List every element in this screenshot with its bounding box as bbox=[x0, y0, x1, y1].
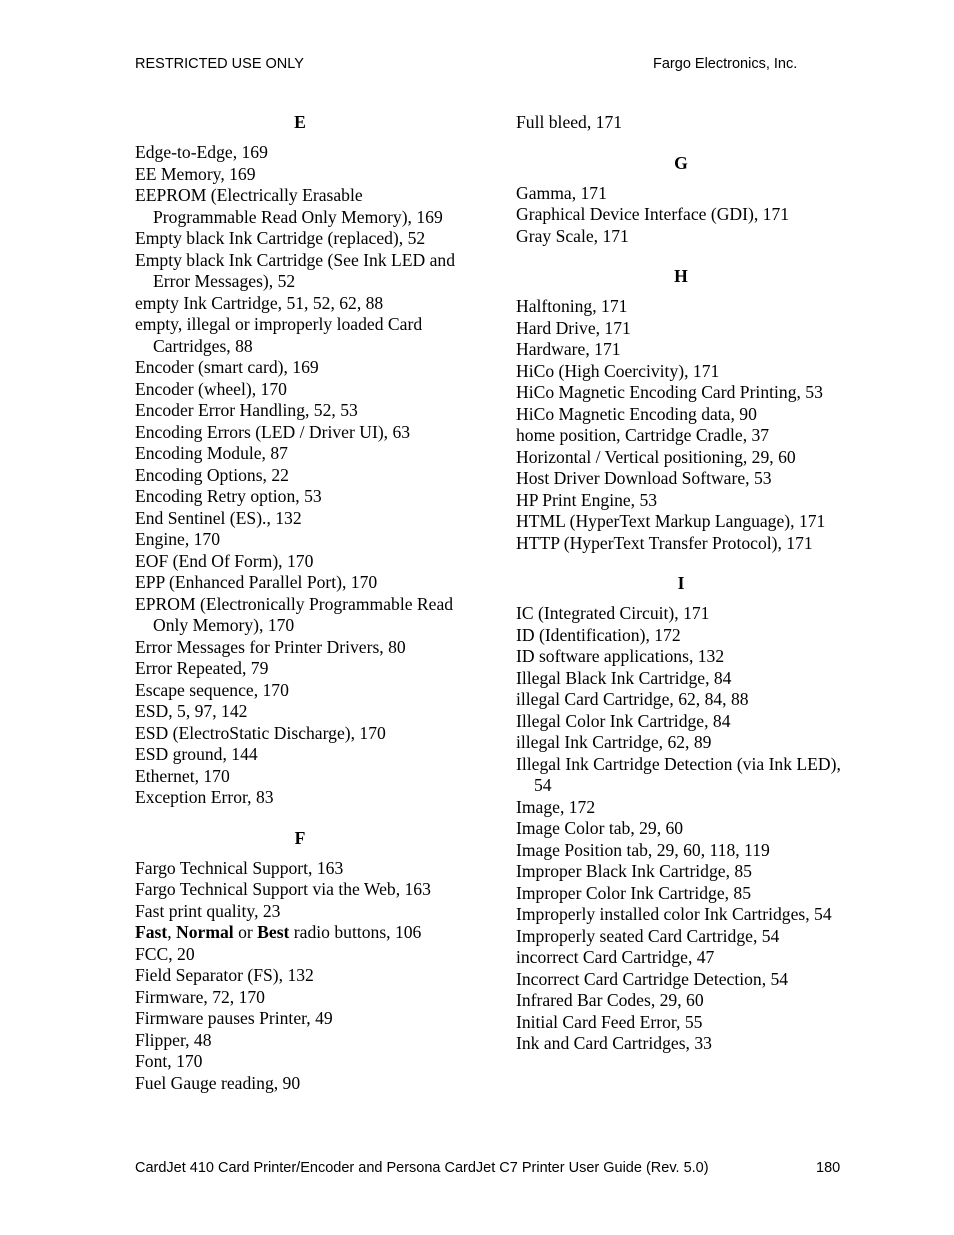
index-entry: Ethernet, 170 bbox=[135, 765, 230, 786]
index-entry: Incorrect Card Cartridge Detection, 54 bbox=[516, 968, 789, 989]
index-entry: Encoder (wheel), 170 bbox=[135, 378, 287, 399]
index-entry: Encoding Module, 87 bbox=[135, 443, 288, 463]
index-entry: EOF (End Of Form), 170 bbox=[135, 550, 314, 571]
footer-document-title: CardJet 410 Card Printer/Encoder and Persona CardJet C7 Printer User Guide (Rev. 5.0) bbox=[135, 1160, 709, 1176]
index-entry: Image Color tab, 29, 60 bbox=[516, 818, 684, 838]
index-entry: illegal Card Cartridge, 62, 84, 88 bbox=[516, 689, 749, 709]
index-entry: Firmware pauses Printer, 49 bbox=[135, 1008, 333, 1028]
index-entry: Engine, 170 bbox=[135, 529, 221, 549]
index-entry: Encoder (smart card), 169 bbox=[135, 357, 319, 377]
index-entry: EE Memory, 169 bbox=[135, 163, 256, 184]
index-entry: Hardware, 171 bbox=[516, 339, 621, 359]
index-entry: Initial Card Feed Error, 55 bbox=[516, 1011, 703, 1032]
index-entry: Improper Black Ink Cartridge, 85 bbox=[516, 861, 752, 881]
index-section-f bbox=[135, 828, 465, 1095]
section-letter: G bbox=[674, 152, 688, 173]
index-column-right bbox=[516, 112, 846, 1074]
entry-separator: or bbox=[233, 922, 258, 942]
index-entry: ESD (ElectroStatic Discharge), 170 bbox=[135, 722, 386, 743]
index-entry: incorrect Card Cartridge, 47 bbox=[516, 947, 715, 967]
index-entry: Flipper, 48 bbox=[135, 1029, 212, 1050]
index-entry: Field Separator (FS), 132 bbox=[135, 965, 314, 985]
bold-best: Best bbox=[257, 922, 290, 942]
index-entry: Encoding Retry option, 53 bbox=[135, 486, 322, 506]
index-entry: Host Driver Download Software, 53 bbox=[516, 468, 772, 488]
index-entry-bold-options bbox=[135, 922, 465, 944]
index-entry: empty Ink Cartridge, 51, 52, 62, 88 bbox=[135, 292, 384, 313]
entry-separator: , bbox=[167, 922, 177, 942]
index-entry: EPP (Enhanced Parallel Port), 170 bbox=[135, 572, 378, 592]
index-entry: FCC, 20 bbox=[135, 943, 195, 964]
index-entry: Fargo Technical Support, 163 bbox=[135, 857, 344, 878]
section-letter: I bbox=[677, 573, 685, 593]
index-entry: home position, Cartridge Cradle, 37 bbox=[516, 425, 770, 445]
index-entry: HiCo (High Coercivity), 171 bbox=[516, 360, 720, 381]
index-entry: Empty black Ink Cartridge (See Ink LED and Error Messages), 52 bbox=[135, 249, 456, 291]
index-entry: Encoding Errors (LED / Driver UI), 63 bbox=[135, 421, 411, 442]
index-entry: Hard Drive, 171 bbox=[516, 317, 631, 338]
index-entry: Font, 170 bbox=[135, 1051, 203, 1071]
index-entry: HP Print Engine, 53 bbox=[516, 489, 658, 510]
section-letter: H bbox=[674, 266, 688, 286]
index-entry: Fargo Technical Support via the Web, 163 bbox=[135, 879, 431, 899]
index-entry: Escape sequence, 170 bbox=[135, 679, 289, 700]
index-section-h bbox=[516, 266, 846, 554]
index-entry: Error Repeated, 79 bbox=[135, 658, 269, 678]
index-entry: Gray Scale, 171 bbox=[516, 225, 629, 246]
index-entry: Image, 172 bbox=[516, 796, 596, 817]
index-entry: ESD ground, 144 bbox=[135, 744, 258, 764]
index-entry: HiCo Magnetic Encoding data, 90 bbox=[516, 403, 757, 424]
index-entry: Image Position tab, 29, 60, 118, 119 bbox=[516, 839, 770, 860]
index-entry: illegal Ink Cartridge, 62, 89 bbox=[516, 732, 712, 752]
bold-normal: Normal bbox=[176, 922, 234, 942]
index-section-g bbox=[516, 153, 846, 248]
index-entry: IC (Integrated Circuit), 171 bbox=[516, 603, 710, 623]
index-entry: Edge-to-Edge, 169 bbox=[135, 142, 268, 162]
index-entry: HTTP (HyperText Transfer Protocol), 171 bbox=[516, 532, 813, 553]
index-entry: Illegal Ink Cartridge Detection (via Ink LED), 54 bbox=[516, 753, 841, 795]
index-entry: End Sentinel (ES)., 132 bbox=[135, 507, 302, 528]
index-entry: Improperly installed color Ink Cartridges, 54 bbox=[516, 904, 832, 924]
index-entry: Error Messages for Printer Drivers, 80 bbox=[135, 636, 406, 657]
entry-text: radio buttons, 106 bbox=[289, 922, 422, 942]
index-entry: Illegal Black Ink Cartridge, 84 bbox=[516, 667, 732, 688]
index-entry: Ink and Card Cartridges, 33 bbox=[516, 1033, 712, 1053]
index-entry: HiCo Magnetic Encoding Card Printing, 53 bbox=[516, 382, 823, 402]
index-entry: EPROM (Electronically Programmable Read Only Memory), 170 bbox=[135, 593, 454, 635]
index-entry: Encoding Options, 22 bbox=[135, 464, 289, 485]
header-company-name: Fargo Electronics, Inc. bbox=[653, 56, 798, 72]
index-entry: ESD, 5, 97, 142 bbox=[135, 701, 248, 721]
index-column-left bbox=[135, 112, 465, 1113]
index-entry: empty, illegal or improperly loaded Card Cartridges, 88 bbox=[135, 314, 423, 356]
index-entry: Firmware, 72, 170 bbox=[135, 986, 265, 1007]
index-continued-f bbox=[516, 112, 846, 134]
index-entry: Encoder Error Handling, 52, 53 bbox=[135, 400, 358, 420]
index-entry: Horizontal / Vertical positioning, 29, 60 bbox=[516, 446, 796, 467]
index-entry: Fast print quality, 23 bbox=[135, 900, 281, 921]
index-section-i bbox=[516, 573, 846, 1055]
index-entry: Halftoning, 171 bbox=[516, 296, 628, 316]
index-entry: Graphical Device Interface (GDI), 171 bbox=[516, 204, 790, 224]
index-entry: Full bleed, 171 bbox=[516, 112, 623, 132]
index-entry: Gamma, 171 bbox=[516, 182, 607, 203]
bold-fast: Fast bbox=[135, 922, 168, 942]
section-letter: E bbox=[294, 112, 306, 132]
footer-page-number: 180 bbox=[816, 1160, 841, 1176]
index-entry: Improper Color Ink Cartridge, 85 bbox=[516, 882, 752, 903]
index-entry: Infrared Bar Codes, 29, 60 bbox=[516, 990, 704, 1010]
index-entry: Fuel Gauge reading, 90 bbox=[135, 1072, 301, 1093]
header-restricted-notice: RESTRICTED USE ONLY bbox=[135, 56, 304, 72]
index-entry: Improperly seated Card Cartridge, 54 bbox=[516, 925, 780, 946]
section-letter: F bbox=[294, 827, 306, 848]
index-entry: Exception Error, 83 bbox=[135, 787, 274, 807]
index-section-e bbox=[135, 112, 465, 809]
index-entry: ID software applications, 132 bbox=[516, 646, 725, 666]
index-entry: ID (Identification), 172 bbox=[516, 624, 681, 645]
index-entry: Illegal Color Ink Cartridge, 84 bbox=[516, 710, 731, 731]
index-entry: Empty black Ink Cartridge (replaced), 52 bbox=[135, 228, 426, 248]
index-entry: HTML (HyperText Markup Language), 171 bbox=[516, 511, 826, 531]
index-entry: EEPROM (Electrically Erasable Programmable Read Only Memory), 169 bbox=[135, 185, 443, 227]
